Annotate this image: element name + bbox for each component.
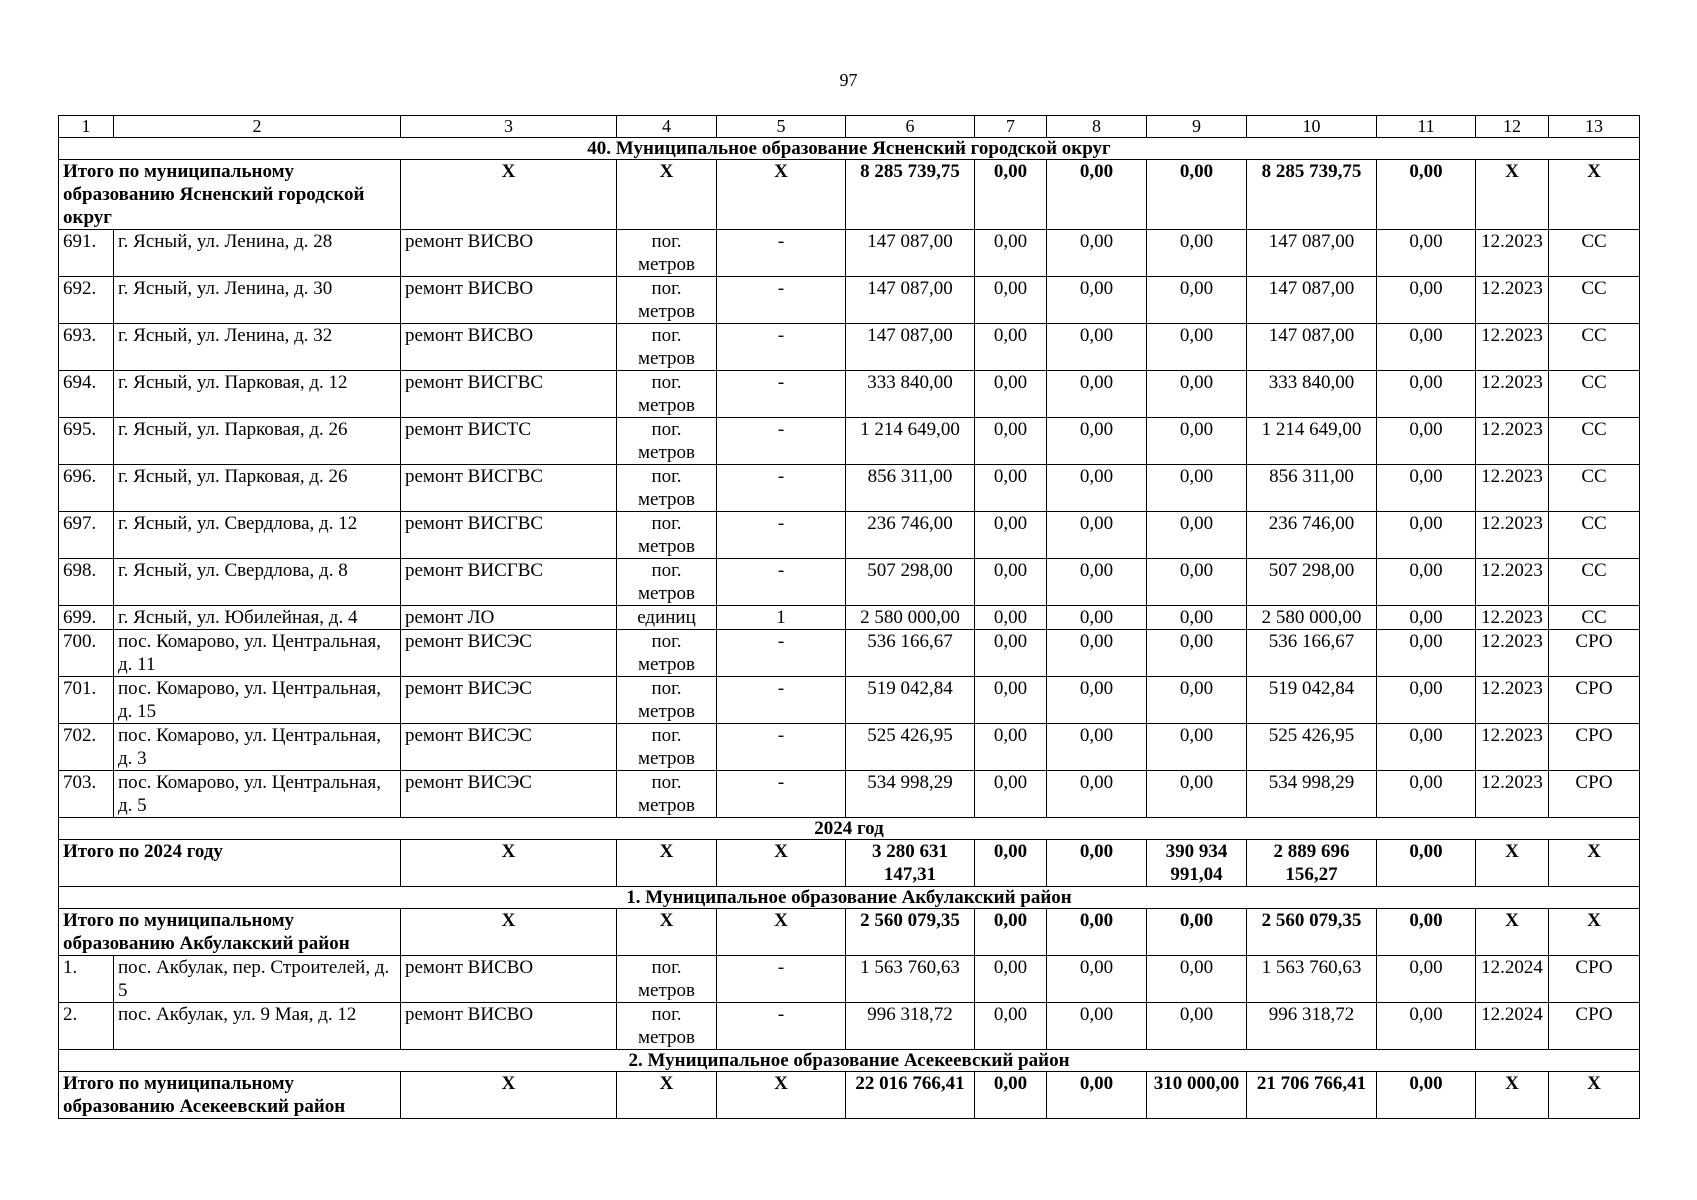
cell: 0,00 bbox=[1047, 160, 1147, 230]
table-row bbox=[59, 724, 1640, 771]
row-number: 701. bbox=[59, 677, 114, 724]
address-cell: г. Ясный, ул. Свердлова, д. 12 bbox=[114, 512, 401, 559]
address-cell: г. Ясный, ул. Парковая, д. 26 bbox=[114, 465, 401, 512]
total-cost-cell: 147 087,00 bbox=[846, 277, 975, 324]
cell: 0,00 bbox=[1047, 606, 1147, 630]
cell: 0,00 bbox=[975, 277, 1047, 324]
completion-date-cell: 12.2023 bbox=[1476, 512, 1549, 559]
cell: 996 318,72 bbox=[1247, 1003, 1377, 1050]
completion-date-cell: 12.2023 bbox=[1476, 677, 1549, 724]
cell: 2 889 696 156,27 bbox=[1247, 840, 1377, 887]
total-cost-cell: 147 087,00 bbox=[846, 324, 975, 371]
row-number: 703. bbox=[59, 771, 114, 818]
cell: 0,00 bbox=[1147, 371, 1247, 418]
cell: 0,00 bbox=[975, 160, 1047, 230]
completion-date-cell: 12.2023 bbox=[1476, 277, 1549, 324]
quantity-cell: - bbox=[717, 771, 846, 818]
cell: 2 560 079,35 bbox=[846, 909, 975, 956]
cell: 0,00 bbox=[1377, 277, 1476, 324]
table-row bbox=[59, 606, 1640, 630]
row-number: 693. bbox=[59, 324, 114, 371]
contractor-type-cell: СС bbox=[1549, 371, 1640, 418]
address-cell: пос. Акбулак, пер. Строителей, д. 5 bbox=[114, 956, 401, 1003]
completion-date-cell: 12.2023 bbox=[1476, 465, 1549, 512]
total-cost-cell: 1 214 649,00 bbox=[846, 418, 975, 465]
col-header: 11 bbox=[1377, 116, 1476, 138]
cell: 0,00 bbox=[1147, 909, 1247, 956]
cell: 0,00 bbox=[1377, 724, 1476, 771]
address-cell: пос. Комарово, ул. Центральная, д. 11 bbox=[114, 630, 401, 677]
cell: 0,00 bbox=[975, 630, 1047, 677]
contractor-type-cell: СС bbox=[1549, 512, 1640, 559]
contractor-type-cell: СС bbox=[1549, 230, 1640, 277]
total-cost-cell: 536 166,67 bbox=[846, 630, 975, 677]
table-row bbox=[59, 1003, 1640, 1050]
quantity-cell: - bbox=[717, 630, 846, 677]
cell: 3 280 631 147,31 bbox=[846, 840, 975, 887]
quantity-cell: - bbox=[717, 956, 846, 1003]
cell: 0,00 bbox=[1377, 1003, 1476, 1050]
cell: 0,00 bbox=[1147, 418, 1247, 465]
work-type-cell: ремонт ВИСВО bbox=[401, 1003, 617, 1050]
cell: 0,00 bbox=[1047, 724, 1147, 771]
cell: 0,00 bbox=[975, 771, 1047, 818]
quantity-cell: - bbox=[717, 418, 846, 465]
address-cell: пос. Комарово, ул. Центральная, д. 5 bbox=[114, 771, 401, 818]
repair-schedule-table bbox=[58, 115, 1640, 1119]
cell: 0,00 bbox=[1047, 630, 1147, 677]
subtotal-row bbox=[59, 1072, 1640, 1119]
quantity-cell: - bbox=[717, 512, 846, 559]
section-title: 2. Муниципальное образование Асекеевский район bbox=[59, 1050, 1640, 1072]
cell: 536 166,67 bbox=[1247, 630, 1377, 677]
cell: 390 934 991,04 bbox=[1147, 840, 1247, 887]
cell: 0,00 bbox=[1147, 559, 1247, 606]
unit-cell: пог. метров bbox=[617, 559, 717, 606]
cell: 0,00 bbox=[975, 677, 1047, 724]
cell: 0,00 bbox=[1047, 771, 1147, 818]
cell: 0,00 bbox=[975, 956, 1047, 1003]
cell: 525 426,95 bbox=[1247, 724, 1377, 771]
cell: 0,00 bbox=[1047, 371, 1147, 418]
total-cost-cell: 534 998,29 bbox=[846, 771, 975, 818]
cell: 236 746,00 bbox=[1247, 512, 1377, 559]
completion-date-cell: 12.2023 bbox=[1476, 559, 1549, 606]
subtotal-label: Итого по муниципальному образованию Асекеевский район bbox=[59, 1072, 401, 1119]
work-type-cell: ремонт ВИСЭС bbox=[401, 677, 617, 724]
cell: 0,00 bbox=[975, 559, 1047, 606]
row-number: 697. bbox=[59, 512, 114, 559]
cell: 0,00 bbox=[975, 909, 1047, 956]
cell: 0,00 bbox=[1147, 724, 1247, 771]
cell: 0,00 bbox=[1147, 324, 1247, 371]
section-heading bbox=[59, 887, 1640, 909]
col-header: 7 bbox=[975, 116, 1047, 138]
col-header: 4 bbox=[617, 116, 717, 138]
cell: 0,00 bbox=[1147, 677, 1247, 724]
cell: Х bbox=[1549, 909, 1640, 956]
cell: Х bbox=[1549, 840, 1640, 887]
address-cell: г. Ясный, ул. Парковая, д. 12 bbox=[114, 371, 401, 418]
work-type-cell: ремонт ВИСЭС bbox=[401, 771, 617, 818]
cell: 0,00 bbox=[1047, 230, 1147, 277]
cell: 0,00 bbox=[1047, 324, 1147, 371]
cell: 310 000,00 bbox=[1147, 1072, 1247, 1119]
column-number-header bbox=[59, 116, 1640, 138]
cell: 0,00 bbox=[1147, 230, 1247, 277]
unit-cell: пог. метров bbox=[617, 677, 717, 724]
cell: 0,00 bbox=[1047, 909, 1147, 956]
cell: 0,00 bbox=[1377, 840, 1476, 887]
unit-cell: пог. метров bbox=[617, 956, 717, 1003]
cell: 0,00 bbox=[1377, 606, 1476, 630]
row-number: 699. bbox=[59, 606, 114, 630]
cell: 0,00 bbox=[1147, 465, 1247, 512]
address-cell: пос. Акбулак, ул. 9 Мая, д. 12 bbox=[114, 1003, 401, 1050]
table-row bbox=[59, 418, 1640, 465]
cell: 2 560 079,35 bbox=[1247, 909, 1377, 956]
cell: Х bbox=[717, 840, 846, 887]
address-cell: г. Ясный, ул. Ленина, д. 28 bbox=[114, 230, 401, 277]
cell: 0,00 bbox=[975, 1003, 1047, 1050]
cell: 0,00 bbox=[1047, 559, 1147, 606]
unit-cell: пог. метров bbox=[617, 771, 717, 818]
cell: 0,00 bbox=[975, 324, 1047, 371]
work-type-cell: ремонт ВИСВО bbox=[401, 324, 617, 371]
quantity-cell: - bbox=[717, 677, 846, 724]
completion-date-cell: 12.2023 bbox=[1476, 771, 1549, 818]
cell: 0,00 bbox=[1147, 771, 1247, 818]
section-title: 1. Муниципальное образование Акбулакский район bbox=[59, 887, 1640, 909]
address-cell: г. Ясный, ул. Юбилейная, д. 4 bbox=[114, 606, 401, 630]
cell: 0,00 bbox=[1377, 160, 1476, 230]
work-type-cell: ремонт ВИСГВС bbox=[401, 559, 617, 606]
col-header: 8 bbox=[1047, 116, 1147, 138]
cell: 0,00 bbox=[975, 512, 1047, 559]
cell: Х bbox=[617, 909, 717, 956]
unit-cell: пог. метров bbox=[617, 371, 717, 418]
section-title: 40. Муниципальное образование Ясненский городской округ bbox=[59, 138, 1640, 160]
quantity-cell: - bbox=[717, 1003, 846, 1050]
total-cost-cell: 1 563 760,63 bbox=[846, 956, 975, 1003]
page-number: 97 bbox=[839, 70, 858, 90]
unit-cell: единиц bbox=[617, 606, 717, 630]
unit-cell: пог. метров bbox=[617, 230, 717, 277]
unit-cell: пог. метров bbox=[617, 277, 717, 324]
cell: 0,00 bbox=[1047, 1003, 1147, 1050]
cell: 0,00 bbox=[1377, 771, 1476, 818]
contractor-type-cell: СРО bbox=[1549, 724, 1640, 771]
col-header: 2 bbox=[114, 116, 401, 138]
total-cost-cell: 236 746,00 bbox=[846, 512, 975, 559]
contractor-type-cell: СС bbox=[1549, 559, 1640, 606]
cell: 0,00 bbox=[1377, 630, 1476, 677]
total-cost-cell: 507 298,00 bbox=[846, 559, 975, 606]
cell: Х bbox=[401, 1072, 617, 1119]
cell: 1 563 760,63 bbox=[1247, 956, 1377, 1003]
cell: 0,00 bbox=[1377, 1072, 1476, 1119]
completion-date-cell: 12.2024 bbox=[1476, 956, 1549, 1003]
cell: 0,00 bbox=[1377, 559, 1476, 606]
contractor-type-cell: СРО bbox=[1549, 771, 1640, 818]
total-cost-cell: 996 318,72 bbox=[846, 1003, 975, 1050]
section-heading bbox=[59, 1050, 1640, 1072]
completion-date-cell: 12.2023 bbox=[1476, 230, 1549, 277]
completion-date-cell: 12.2023 bbox=[1476, 418, 1549, 465]
unit-cell: пог. метров bbox=[617, 324, 717, 371]
col-header: 10 bbox=[1247, 116, 1377, 138]
work-type-cell: ремонт ВИСЭС bbox=[401, 724, 617, 771]
completion-date-cell: 12.2023 bbox=[1476, 371, 1549, 418]
quantity-cell: - bbox=[717, 371, 846, 418]
cell: 147 087,00 bbox=[1247, 230, 1377, 277]
completion-date-cell: 12.2023 bbox=[1476, 724, 1549, 771]
cell: 856 311,00 bbox=[1247, 465, 1377, 512]
cell: 0,00 bbox=[1147, 606, 1247, 630]
address-cell: г. Ясный, ул. Ленина, д. 32 bbox=[114, 324, 401, 371]
col-header: 13 bbox=[1549, 116, 1640, 138]
section-heading bbox=[59, 138, 1640, 160]
quantity-cell: - bbox=[717, 465, 846, 512]
cell: Х bbox=[617, 1072, 717, 1119]
table-row bbox=[59, 630, 1640, 677]
address-cell: г. Ясный, ул. Свердлова, д. 8 bbox=[114, 559, 401, 606]
table-row bbox=[59, 512, 1640, 559]
cell: 507 298,00 bbox=[1247, 559, 1377, 606]
work-type-cell: ремонт ЛО bbox=[401, 606, 617, 630]
cell: 0,00 bbox=[1377, 677, 1476, 724]
cell: 0,00 bbox=[1047, 418, 1147, 465]
table-row bbox=[59, 559, 1640, 606]
total-cost-cell: 333 840,00 bbox=[846, 371, 975, 418]
work-type-cell: ремонт ВИСВО bbox=[401, 230, 617, 277]
total-cost-cell: 525 426,95 bbox=[846, 724, 975, 771]
contractor-type-cell: СРО bbox=[1549, 677, 1640, 724]
contractor-type-cell: СС bbox=[1549, 606, 1640, 630]
quantity-cell: - bbox=[717, 724, 846, 771]
cell: 2 580 000,00 bbox=[1247, 606, 1377, 630]
work-type-cell: ремонт ВИСГВС bbox=[401, 371, 617, 418]
cell: 0,00 bbox=[975, 840, 1047, 887]
cell: Х bbox=[1476, 160, 1549, 230]
cell: Х bbox=[1476, 909, 1549, 956]
cell: Х bbox=[401, 909, 617, 956]
cell: 534 998,29 bbox=[1247, 771, 1377, 818]
total-cost-cell: 147 087,00 bbox=[846, 230, 975, 277]
cell: 0,00 bbox=[1377, 465, 1476, 512]
cell: 0,00 bbox=[1047, 956, 1147, 1003]
cell: 147 087,00 bbox=[1247, 277, 1377, 324]
cell: 0,00 bbox=[1047, 512, 1147, 559]
work-type-cell: ремонт ВИСГВС bbox=[401, 465, 617, 512]
row-number: 696. bbox=[59, 465, 114, 512]
table-row bbox=[59, 956, 1640, 1003]
cell: 21 706 766,41 bbox=[1247, 1072, 1377, 1119]
cell: 0,00 bbox=[1377, 230, 1476, 277]
cell: 0,00 bbox=[1377, 956, 1476, 1003]
cell: 0,00 bbox=[975, 230, 1047, 277]
total-cost-cell: 519 042,84 bbox=[846, 677, 975, 724]
cell: Х bbox=[717, 160, 846, 230]
cell: 1 214 649,00 bbox=[1247, 418, 1377, 465]
work-type-cell: ремонт ВИСГВС bbox=[401, 512, 617, 559]
cell: Х bbox=[1476, 840, 1549, 887]
row-number: 694. bbox=[59, 371, 114, 418]
row-number: 691. bbox=[59, 230, 114, 277]
cell: Х bbox=[617, 160, 717, 230]
address-cell: пос. Комарово, ул. Центральная, д. 15 bbox=[114, 677, 401, 724]
cell: Х bbox=[401, 840, 617, 887]
cell: 0,00 bbox=[1377, 909, 1476, 956]
cell: 147 087,00 bbox=[1247, 324, 1377, 371]
row-number: 1. bbox=[59, 956, 114, 1003]
unit-cell: пог. метров bbox=[617, 724, 717, 771]
cell: 0,00 bbox=[975, 724, 1047, 771]
work-type-cell: ремонт ВИСВО bbox=[401, 277, 617, 324]
cell: 519 042,84 bbox=[1247, 677, 1377, 724]
col-header: 9 bbox=[1147, 116, 1247, 138]
cell: Х bbox=[1476, 1072, 1549, 1119]
col-header: 6 bbox=[846, 116, 975, 138]
address-cell: г. Ясный, ул. Парковая, д. 26 bbox=[114, 418, 401, 465]
cell: 0,00 bbox=[1147, 512, 1247, 559]
col-header: 3 bbox=[401, 116, 617, 138]
cell: 0,00 bbox=[975, 418, 1047, 465]
quantity-cell: - bbox=[717, 230, 846, 277]
unit-cell: пог. метров bbox=[617, 418, 717, 465]
unit-cell: пог. метров bbox=[617, 1003, 717, 1050]
total-cost-cell: 856 311,00 bbox=[846, 465, 975, 512]
address-cell: пос. Комарово, ул. Центральная, д. 3 bbox=[114, 724, 401, 771]
row-number: 702. bbox=[59, 724, 114, 771]
table-row bbox=[59, 277, 1640, 324]
cell: Х bbox=[1549, 160, 1640, 230]
table-row bbox=[59, 677, 1640, 724]
unit-cell: пог. метров bbox=[617, 630, 717, 677]
quantity-cell: - bbox=[717, 277, 846, 324]
row-number: 692. bbox=[59, 277, 114, 324]
row-number: 695. bbox=[59, 418, 114, 465]
cell: 0,00 bbox=[975, 606, 1047, 630]
cell: 22 016 766,41 bbox=[846, 1072, 975, 1119]
subtotal-row bbox=[59, 840, 1640, 887]
cell: Х bbox=[1549, 1072, 1640, 1119]
unit-cell: пог. метров bbox=[617, 465, 717, 512]
cell: 0,00 bbox=[1147, 160, 1247, 230]
unit-cell: пог. метров bbox=[617, 512, 717, 559]
subtotal-label: Итого по муниципальному образованию Акбулакский район bbox=[59, 909, 401, 956]
cell: 0,00 bbox=[1047, 277, 1147, 324]
total-cost-cell: 2 580 000,00 bbox=[846, 606, 975, 630]
completion-date-cell: 12.2023 bbox=[1476, 630, 1549, 677]
cell: 8 285 739,75 bbox=[1247, 160, 1377, 230]
completion-date-cell: 12.2023 bbox=[1476, 606, 1549, 630]
col-header: 1 bbox=[59, 116, 114, 138]
work-type-cell: ремонт ВИСВО bbox=[401, 956, 617, 1003]
cell: 0,00 bbox=[1377, 371, 1476, 418]
subtotal-row bbox=[59, 160, 1640, 230]
completion-date-cell: 12.2023 bbox=[1476, 324, 1549, 371]
table-row bbox=[59, 371, 1640, 418]
table-row bbox=[59, 230, 1640, 277]
cell: 333 840,00 bbox=[1247, 371, 1377, 418]
cell: Х bbox=[617, 840, 717, 887]
cell: 0,00 bbox=[975, 371, 1047, 418]
cell: 0,00 bbox=[1047, 1072, 1147, 1119]
cell: 0,00 bbox=[1047, 465, 1147, 512]
contractor-type-cell: СС bbox=[1549, 277, 1640, 324]
subtotal-row bbox=[59, 909, 1640, 956]
col-header: 5 bbox=[717, 116, 846, 138]
row-number: 698. bbox=[59, 559, 114, 606]
cell: 8 285 739,75 bbox=[846, 160, 975, 230]
contractor-type-cell: СРО bbox=[1549, 956, 1640, 1003]
col-header: 12 bbox=[1476, 116, 1549, 138]
cell: 0,00 bbox=[1377, 418, 1476, 465]
quantity-cell: - bbox=[717, 559, 846, 606]
subtotal-label: Итого по муниципальному образованию Ясненский городской округ bbox=[59, 160, 401, 230]
cell: 0,00 bbox=[1147, 956, 1247, 1003]
section-title: 2024 год bbox=[59, 818, 1640, 840]
cell: Х bbox=[717, 1072, 846, 1119]
section-heading bbox=[59, 818, 1640, 840]
subtotal-label: Итого по 2024 году bbox=[59, 840, 401, 887]
table-row bbox=[59, 324, 1640, 371]
work-type-cell: ремонт ВИСЭС bbox=[401, 630, 617, 677]
quantity-cell: - bbox=[717, 324, 846, 371]
cell: Х bbox=[717, 909, 846, 956]
cell: 0,00 bbox=[1147, 1003, 1247, 1050]
address-cell: г. Ясный, ул. Ленина, д. 30 bbox=[114, 277, 401, 324]
contractor-type-cell: СС bbox=[1549, 465, 1640, 512]
table-row bbox=[59, 465, 1640, 512]
cell: 0,00 bbox=[1377, 324, 1476, 371]
cell: 0,00 bbox=[1147, 630, 1247, 677]
contractor-type-cell: СС bbox=[1549, 418, 1640, 465]
table-row bbox=[59, 771, 1640, 818]
work-type-cell: ремонт ВИСТС bbox=[401, 418, 617, 465]
cell: 0,00 bbox=[975, 465, 1047, 512]
quantity-cell: 1 bbox=[717, 606, 846, 630]
contractor-type-cell: СРО bbox=[1549, 630, 1640, 677]
row-number: 2. bbox=[59, 1003, 114, 1050]
cell: 0,00 bbox=[1047, 840, 1147, 887]
row-number: 700. bbox=[59, 630, 114, 677]
contractor-type-cell: СРО bbox=[1549, 1003, 1640, 1050]
cell: Х bbox=[401, 160, 617, 230]
cell: 0,00 bbox=[1377, 512, 1476, 559]
cell: 0,00 bbox=[1147, 277, 1247, 324]
completion-date-cell: 12.2024 bbox=[1476, 1003, 1549, 1050]
cell: 0,00 bbox=[1047, 677, 1147, 724]
contractor-type-cell: СС bbox=[1549, 324, 1640, 371]
cell: 0,00 bbox=[975, 1072, 1047, 1119]
